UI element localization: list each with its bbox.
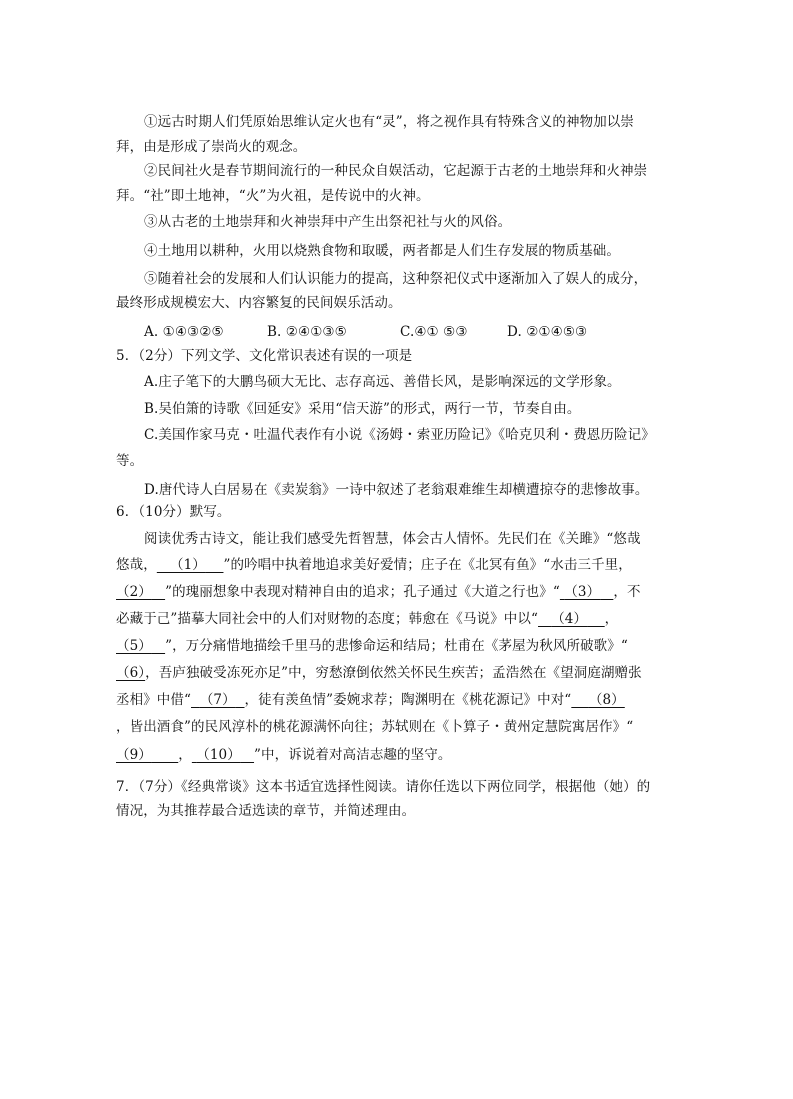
q4-item-2-line-1: ②民间社火是春节期间流行的一种民众自娱活动，它起源于古老的土地崇拜和火神崇: [144, 163, 648, 179]
q6-line-1: 阅读优秀古诗文，能让我们感受先哲智慧，体会古人情怀。先民们在《关雎》“悠哉: [144, 531, 641, 547]
blank-4[interactable]: （4）: [551, 611, 588, 627]
q6-line-6: （6），吾庐独破受冻死亦足”中，穷愁潦倒依然关怀民生疾苦；孟浩然在《望洞庭湖赠张: [116, 665, 642, 681]
q5-option-a: A.庄子笔下的大鹏鸟硕大无比、志存高远、善借长风，是影响深远的文学形象。: [144, 374, 621, 390]
blank-9[interactable]: （9）: [116, 747, 152, 763]
q5-option-c-line-2: 等。: [116, 453, 144, 469]
blank-8[interactable]: （8）: [588, 692, 625, 708]
blank-2[interactable]: （2）: [116, 584, 152, 600]
blank-6[interactable]: （6）: [116, 665, 146, 681]
q4-option-d: D. ②①④⑤③: [507, 324, 588, 340]
q4-item-5-line-1: ⑤随着社会的发展和人们认识能力的提高，这种祭祀仪式中逐渐加入了娱人的成分，: [144, 271, 648, 287]
blank-10[interactable]: （10）: [196, 747, 241, 763]
q6-line-7: 丞相》中借“ （7） ，徒有羡鱼情”委婉求荐；陶渊明在《桃花源记》中对“ （8）: [116, 692, 625, 708]
q5-option-b: B.吴伯箫的诗歌《回延安》采用“信天游”的形式，两行一节，节奏自由。: [144, 401, 581, 417]
q4-item-2-line-2: 拜。“社”即土地神，“火”为火祖，是传说中的火神。: [116, 188, 430, 204]
q6-line-9: （9） ， （10） ”中，诉说着对高洁志趣的坚守。: [116, 747, 452, 763]
q4-item-3: ③从古老的土地崇拜和火神崇拜中产生出祭祀社与火的风俗。: [144, 214, 512, 230]
q5-option-c-line-1: C.美国作家马克・吐温代表作有小说《汤姆・索亚历险记》《哈克贝利・费恩历险记》: [144, 427, 655, 443]
q7-line-2: 情况，为其推荐最合适选读的章节，并简述理由。: [116, 803, 416, 819]
q7-line-1: 7．（7分）《经典常谈》这本书适宜选择性阅读。请你任选以下两位同学，根据他（她）的: [116, 779, 651, 795]
q5-stem: 5．（2分）下列文学、文化常识表述有误的一项是: [116, 348, 413, 364]
blank-3[interactable]: （3）: [564, 584, 601, 600]
q4-item-4: ④土地用以耕种，火用以烧熟食物和取暖，两者都是人们生存发展的物质基础。: [144, 243, 620, 259]
q4-item-5-line-2: 最终形成规模宏大、内容繁复的民间娱乐活动。: [116, 295, 402, 311]
q6-line-4: 必藏于己”描摹大同社会中的人们对财物的态度；韩愈在《马说》中以“ （4） ，: [116, 611, 619, 627]
q4-option-b: B. ②④①③⑤: [267, 324, 347, 340]
blank-1[interactable]: （1）: [170, 557, 206, 573]
q6-line-5: （5） ”，万分痛惜地描绘千里马的悲惨命运和结局；杜甫在《茅屋为秋风所破歌》“: [116, 638, 628, 654]
blank-5[interactable]: （5）: [116, 638, 152, 654]
q4-option-a: A. ①④③②⑤: [144, 324, 224, 340]
q4-item-1-line-2: 拜，由是形成了崇尚火的观念。: [116, 139, 307, 155]
q4-item-1-line-1: ①远古时期人们凭原始思维认定火也有“灵”，将之视作具有特殊含义的神物加以崇: [144, 114, 635, 130]
q5-option-d: D.唐代诗人白居易在《卖炭翁》一诗中叙述了老翁艰难维生却横遭掠夺的悲惨故事。: [144, 482, 649, 498]
q6-line-3: （2） ”的瑰丽想象中表现对精神自由的追求；孔子通过《大道之行也》“ （3） ，不: [116, 584, 641, 600]
q6-line-2: 悠哉， （1） ”的吟唱中执着地追求美好爱情；庄子在《北冥有鱼》“水击三千里，: [116, 557, 632, 573]
q6-line-8: ，皆出酒食”的民风淳朴的桃花源满怀向往；苏轼则在《卜算子・黄州定慧院寓居作》“: [116, 719, 634, 735]
q4-option-c: C.④① ⑤③: [400, 324, 468, 340]
q6-stem: 6．（10分）默写。: [116, 504, 231, 520]
blank-7[interactable]: （7）: [199, 692, 236, 708]
